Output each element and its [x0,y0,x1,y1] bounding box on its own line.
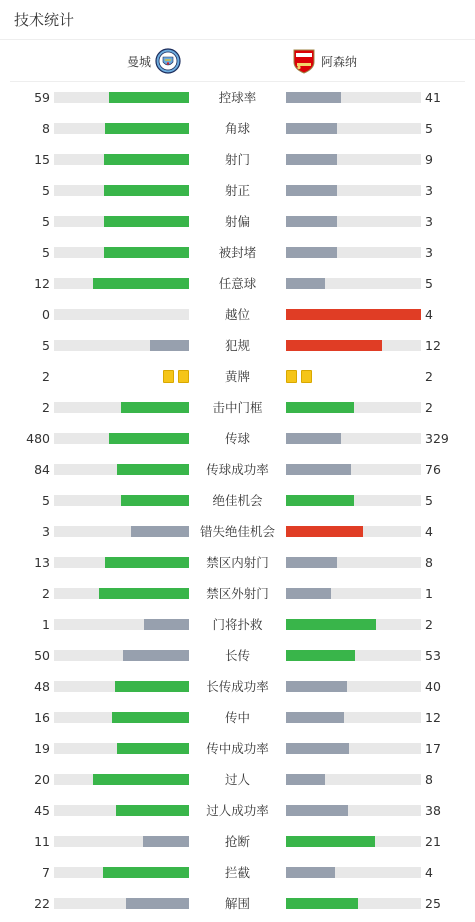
away-bar-track [286,836,421,847]
home-bar-track [54,650,189,661]
home-bar-track [54,464,189,475]
away-bar-fill [286,867,335,878]
away-bar-track [286,805,421,816]
home-value: 8 [42,121,50,136]
stat-row [0,302,475,333]
home-value: 1 [42,617,50,632]
stat-row [0,457,475,488]
stat-row [0,767,475,798]
stats-list [0,85,475,922]
home-bar-track [54,123,189,134]
home-bar-fill [150,340,189,351]
away-bar-fill [286,402,354,413]
home-value: 5 [42,493,50,508]
stat-row [0,364,475,395]
stat-row [0,798,475,829]
stat-label: 被封堵 [218,245,257,260]
man-city-crest-icon [155,48,181,74]
home-bar-track [54,681,189,692]
away-value: 9 [425,152,433,167]
away-bar-track [286,340,421,351]
away-bar-track [286,92,421,103]
stat-label: 击中门框 [212,400,263,415]
away-bar-fill [286,495,354,506]
home-value: 19 [34,741,50,756]
away-yellow-cards [286,370,312,383]
away-bar-fill [286,588,331,599]
away-value: 4 [425,307,433,322]
home-bar-fill [105,123,189,134]
yellow-card-icon [178,370,189,383]
home-bar-track [54,185,189,196]
stat-row [0,860,475,891]
away-value: 12 [425,710,441,725]
home-bar-track [54,526,189,537]
away-bar-fill [286,743,349,754]
home-bar-track [54,247,189,258]
away-bar-track [286,588,421,599]
away-bar-track [286,123,421,134]
away-bar-track [286,433,421,444]
stat-label: 禁区外射门 [206,586,269,601]
stat-row [0,178,475,209]
away-bar-fill [286,278,325,289]
away-bar-track [286,650,421,661]
home-bar-track [54,278,189,289]
home-bar-fill [109,92,189,103]
away-bar-track [286,402,421,413]
away-bar-track [286,867,421,878]
home-value: 2 [42,586,50,601]
home-value: 5 [42,183,50,198]
home-value: 16 [34,710,50,725]
page-title: 技术统计 [0,0,475,40]
stat-label: 禁区内射门 [206,555,269,570]
home-team-name: 曼城 [126,54,151,69]
away-bar-fill [286,123,337,134]
home-bar-fill [117,464,189,475]
away-value: 2 [425,617,433,632]
stat-label: 长传 [224,648,250,663]
away-bar-fill [286,433,341,444]
home-value: 5 [42,245,50,260]
away-bar-track [286,557,421,568]
away-value: 21 [425,834,441,849]
away-value: 5 [425,121,433,136]
stat-label: 传球成功率 [206,462,269,477]
home-value: 3 [42,524,50,539]
yellow-card-icon [301,370,312,383]
away-bar-fill [286,557,337,568]
stat-row [0,612,475,643]
home-value: 12 [34,276,50,291]
away-value: 4 [425,524,433,539]
away-value: 4 [425,865,433,880]
home-bar-track [54,495,189,506]
home-bar-fill [116,805,189,816]
away-value: 8 [425,555,433,570]
away-bar-fill [286,247,337,258]
stat-row [0,333,475,364]
stat-row [0,891,475,922]
home-value: 480 [26,431,50,446]
home-bar-fill [99,588,189,599]
home-bar-fill [121,402,189,413]
away-bar-fill [286,836,375,847]
away-value: 3 [425,183,433,198]
away-value: 76 [425,462,441,477]
stat-label: 绝佳机会 [212,493,263,508]
home-bar-track [54,309,189,320]
stat-label: 控球率 [218,90,257,105]
away-bar-fill [286,774,325,785]
home-bar-track [54,743,189,754]
home-value: 50 [34,648,50,663]
stat-label: 角球 [224,121,250,136]
stat-label: 射正 [224,183,250,198]
stat-label: 过人成功率 [206,803,269,818]
teams-header [10,40,465,82]
home-bar-fill [112,712,189,723]
away-value: 2 [425,369,433,384]
away-bar-fill [286,216,337,227]
away-value: 3 [425,245,433,260]
home-bar-fill [117,743,189,754]
arsenal-crest-icon [291,48,317,74]
home-bar-fill [115,681,189,692]
away-value: 38 [425,803,441,818]
home-bar-track [54,619,189,630]
home-bar-track [54,712,189,723]
away-bar-track [286,464,421,475]
away-bar-track [286,309,421,320]
home-bar-track [54,402,189,413]
home-bar-fill [104,247,189,258]
home-team[interactable] [127,48,181,74]
home-value: 48 [34,679,50,694]
away-team-name: 阿森纳 [321,54,358,69]
home-value: 59 [34,90,50,105]
stat-row [0,209,475,240]
home-value: 22 [34,896,50,911]
away-bar-track [286,526,421,537]
home-bar-fill [105,557,189,568]
stat-label: 射偏 [224,214,250,229]
stat-row [0,550,475,581]
home-bar-track [54,557,189,568]
stat-row [0,674,475,705]
home-bar-track [54,216,189,227]
away-bar-track [286,619,421,630]
home-value: 45 [34,803,50,818]
home-value: 5 [42,338,50,353]
away-bar-track [286,154,421,165]
away-value: 25 [425,896,441,911]
away-bar-track [286,216,421,227]
home-bar-track [54,433,189,444]
away-value: 329 [425,431,449,446]
stat-row [0,705,475,736]
home-bar-fill [123,650,189,661]
away-bar-fill [286,681,347,692]
home-value: 13 [34,555,50,570]
away-bar-fill [286,154,337,165]
away-bar-fill [286,619,376,630]
stat-label: 传中成功率 [206,741,269,756]
home-bar-fill [131,526,189,537]
home-value: 7 [42,865,50,880]
home-bar-track [54,898,189,909]
stat-label: 传球 [224,431,250,446]
yellow-card-icon [163,370,174,383]
home-value: 0 [42,307,50,322]
home-value: 2 [42,369,50,384]
stat-label: 错失绝佳机会 [199,524,275,539]
stat-label: 抢断 [224,834,250,849]
away-bar-fill [286,340,382,351]
away-bar-fill [286,650,355,661]
stat-row [0,116,475,147]
home-value: 15 [34,152,50,167]
away-team[interactable] [291,48,357,74]
home-bar-track [54,805,189,816]
home-bar-track [54,92,189,103]
away-bar-track [286,495,421,506]
yellow-card-icon [286,370,297,383]
home-bar-track [54,588,189,599]
away-value: 5 [425,493,433,508]
away-value: 53 [425,648,441,663]
stat-label: 拦截 [224,865,250,880]
home-bar-fill [103,867,189,878]
away-bar-track [286,898,421,909]
away-value: 3 [425,214,433,229]
stat-row [0,85,475,116]
home-bar-fill [93,278,189,289]
away-bar-fill [286,805,348,816]
stat-label: 射门 [224,152,250,167]
away-bar-track [286,681,421,692]
home-bar-fill [109,433,189,444]
home-bar-track [54,340,189,351]
stat-label: 解围 [224,896,250,911]
away-bar-fill [286,92,341,103]
away-bar-track [286,743,421,754]
stat-row [0,395,475,426]
away-bar-fill [286,712,344,723]
away-value: 17 [425,741,441,756]
away-bar-fill [286,309,421,320]
stat-label: 过人 [224,772,250,787]
stat-label: 门将扑救 [212,617,263,632]
away-bar-track [286,247,421,258]
home-bar-track [54,774,189,785]
home-bar-fill [121,495,189,506]
away-value: 1 [425,586,433,601]
home-value: 11 [34,834,50,849]
stat-row [0,426,475,457]
away-value: 5 [425,276,433,291]
away-bar-fill [286,464,351,475]
away-value: 8 [425,772,433,787]
home-value: 20 [34,772,50,787]
away-value: 41 [425,90,441,105]
stat-row [0,643,475,674]
home-bar-fill [144,619,189,630]
away-bar-track [286,278,421,289]
home-bar-fill [104,216,189,227]
home-bar-fill [143,836,189,847]
home-bar-fill [104,185,189,196]
stat-row [0,488,475,519]
stat-row [0,519,475,550]
stat-row [0,829,475,860]
home-yellow-cards [163,370,189,383]
away-bar-fill [286,898,358,909]
stat-label: 黄牌 [224,369,250,384]
away-value: 12 [425,338,441,353]
stat-row [0,736,475,767]
away-value: 2 [425,400,433,415]
stat-row [0,271,475,302]
home-bar-track [54,836,189,847]
stat-label: 越位 [224,307,250,322]
away-bar-fill [286,526,363,537]
stat-row [0,147,475,178]
home-value: 2 [42,400,50,415]
away-bar-track [286,185,421,196]
home-bar-track [54,154,189,165]
home-bar-fill [126,898,189,909]
away-bar-track [286,774,421,785]
stat-row [0,240,475,271]
home-bar-fill [104,154,189,165]
away-bar-fill [286,185,337,196]
stat-label: 传中 [224,710,250,725]
away-bar-track [286,712,421,723]
home-bar-fill [93,774,189,785]
stat-label: 犯规 [224,338,250,353]
stat-label: 任意球 [218,276,257,291]
away-value: 40 [425,679,441,694]
home-bar-track [54,867,189,878]
home-value: 84 [34,462,50,477]
stat-label: 长传成功率 [206,679,269,694]
stat-row [0,581,475,612]
home-value: 5 [42,214,50,229]
